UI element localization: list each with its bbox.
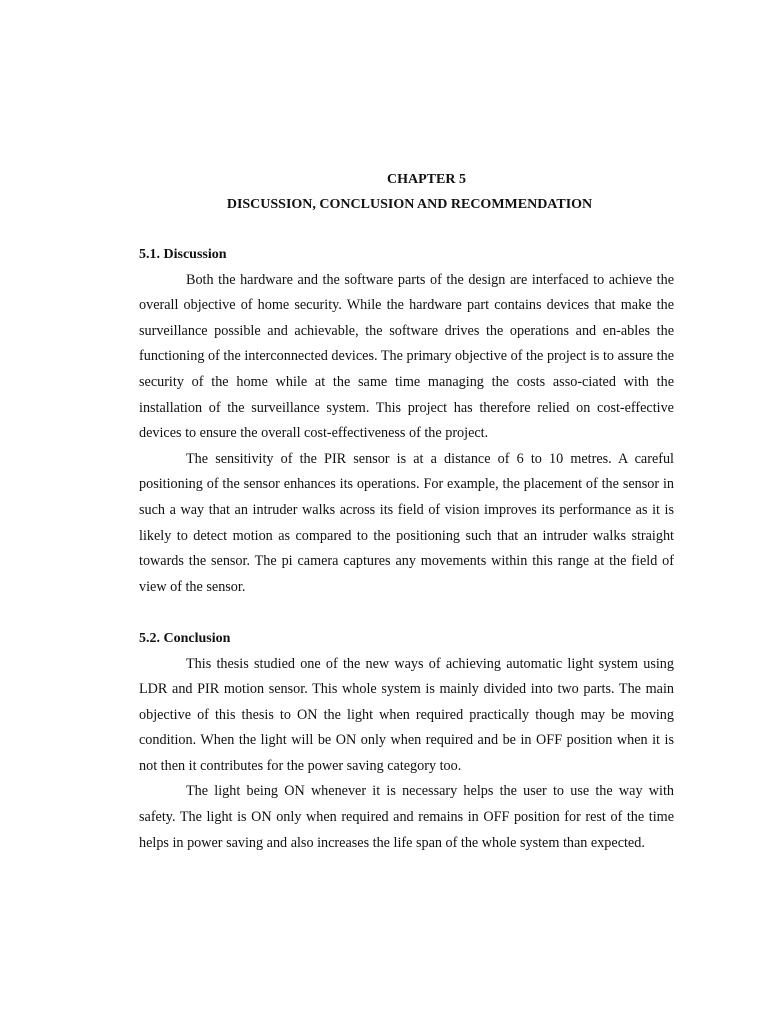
discussion-paragraph-1: Both the hardware and the software parts of the design are interfaced to achieve the overall objective of home security. While the hardware part contains devices that make the surveillance possible and achievable, the software drives the operations and en-ables the functioning of the interconnected devices. The primary objective of the project is to assure the security of the home while at the same time managing the costs asso-ciated with the installation of the surveillance system. This project has therefore relied on cost-effective devices to ensure the overall cost-effectiveness of the project. [139,271,674,442]
section-heading-conclusion: 5.2. Conclusion [139,630,231,646]
section-conclusion [139,626,674,856]
section-heading-discussion: 5.1. Discussion [139,247,227,262]
chapter-title: DISCUSSION, CONCLUSION AND RECOMMENDATION [226,197,593,212]
discussion-paragraph-2: The sensitivity of the PIR sensor is at a distance of 6 to 10 metres. A careful positioning of the sensor enhances its operations. For example, the placement of the sensor in such a way that an intruder walks across its field of vision improves its performance as it is likely to detect motion as compared to the positioning such that an intruder walks straight towards the sensor. The pi camera captures any movements within this range at the field of view of the sensor. [139,450,674,595]
chapter-label: CHAPTER 5 [387,172,466,187]
document-page [139,170,674,856]
section-discussion [139,242,674,600]
conclusion-paragraph-2: The light being ON whenever it is necessary helps the user to use the way with safety. The light is ON only when required and remains in OFF position for rest of the time helps in power saving and also increases the life span of the whole system than expected. [139,783,674,851]
conclusion-paragraph-1: This thesis studied one of the new ways of achieving automatic light system using LDR and PIR motion sensor. This whole system is mainly divided into two parts. The main objective of this thesis to ON the light when required practically though may be moving condition. When the light will be ON only when required and be in OFF position when it is not then it contributes for the power saving category too. [139,655,674,774]
